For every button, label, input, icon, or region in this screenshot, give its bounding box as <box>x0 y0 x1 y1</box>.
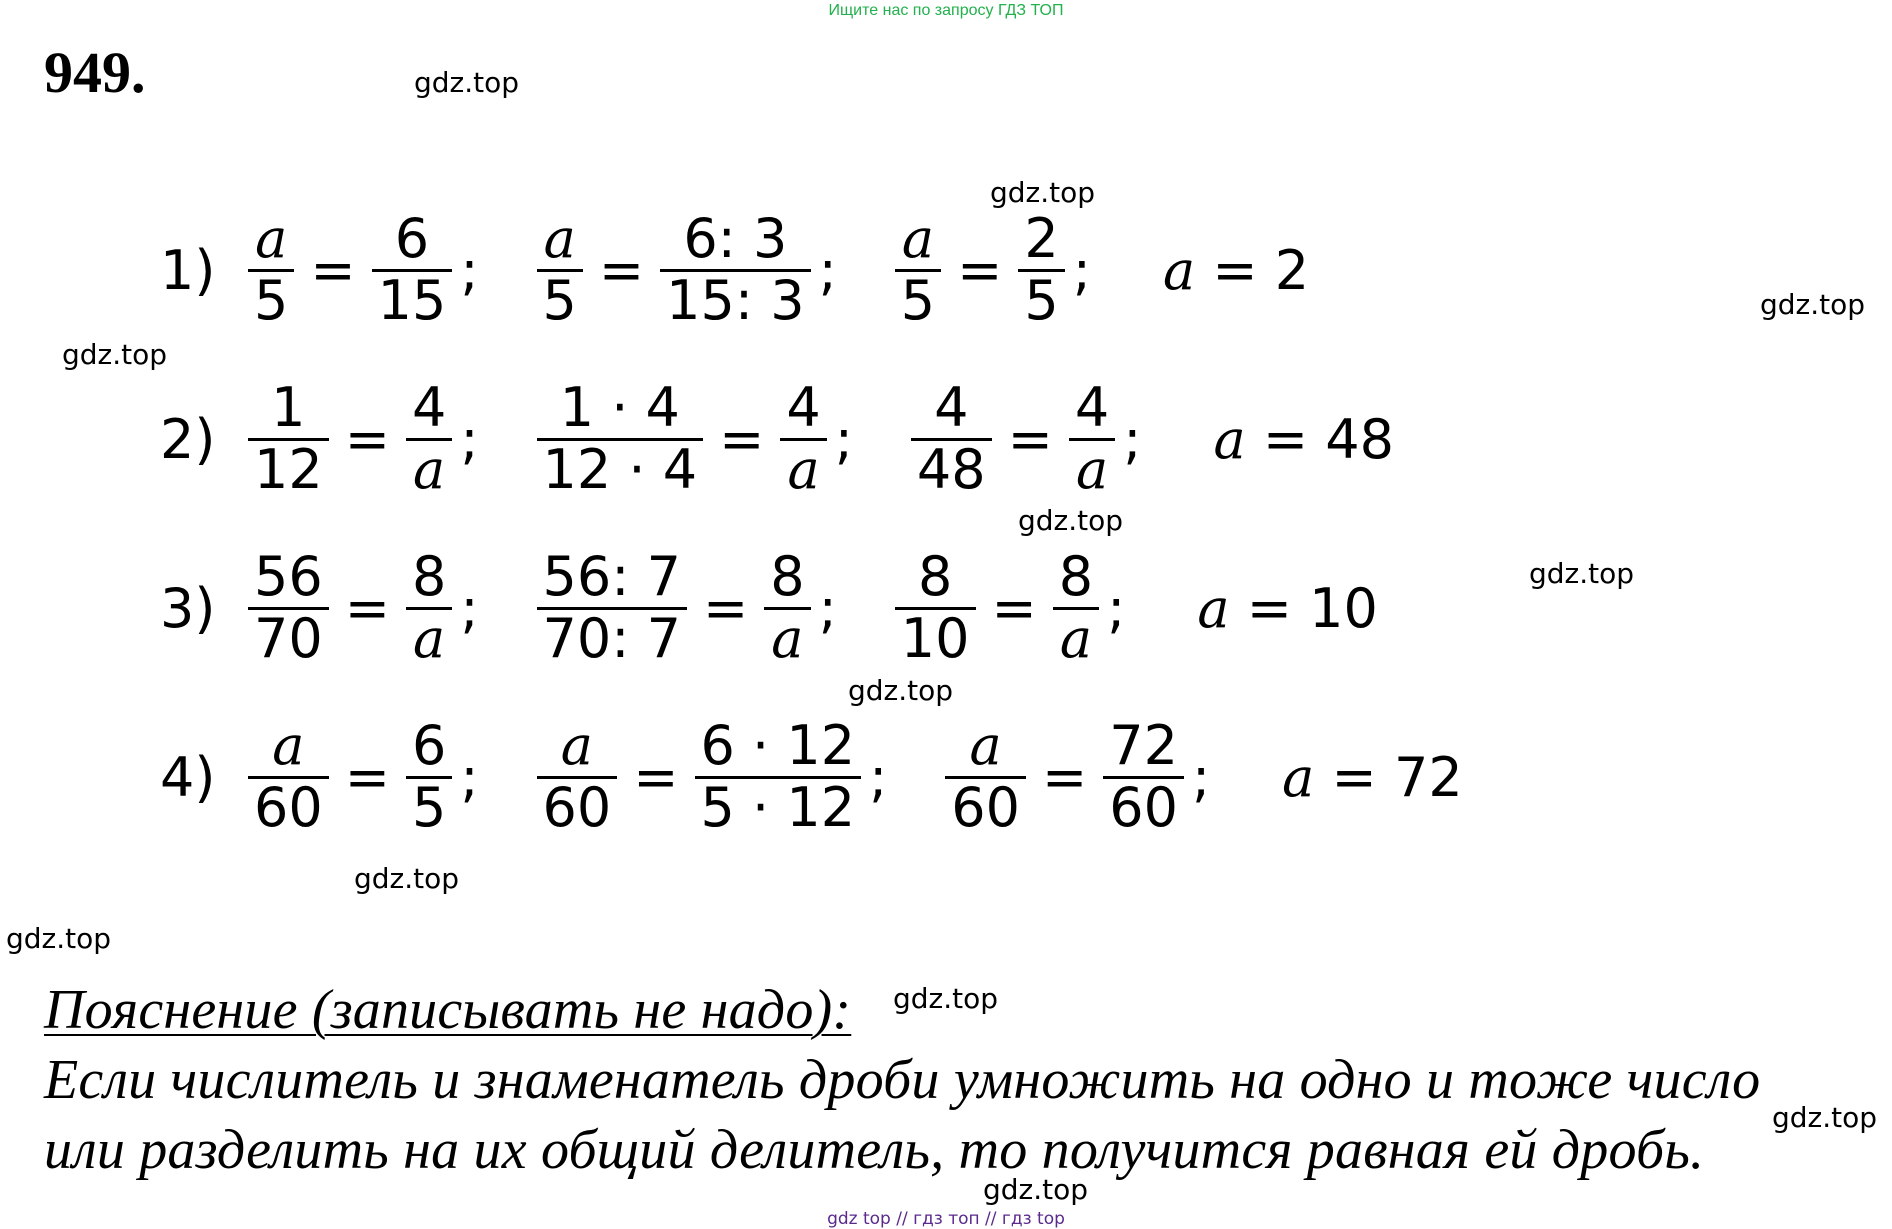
denominator: 5 <box>1024 268 1059 332</box>
problem-number: 949. <box>44 40 146 105</box>
equation-row-3: 3) $\frac{56}{70}$ = $\frac{8}{a}$ ; $\frac{56: 7}{70: 7}$ = $\frac{8}{a}$ ; $\frac{8}{10}$ = $\frac{8}{a}$ ; a = 10 <box>160 545 1378 670</box>
denominator: 5 <box>900 268 936 332</box>
denominator: 5 <box>411 775 447 839</box>
watermark: gdz.top <box>1760 288 1866 321</box>
fraction <box>248 545 329 670</box>
denominator: a <box>1059 606 1093 670</box>
watermark: gdz.top <box>414 66 520 99</box>
numerator: a <box>255 207 288 271</box>
denominator: a <box>413 606 446 670</box>
denominator: 5 <box>254 268 289 332</box>
denominator: a <box>1075 437 1109 501</box>
fraction <box>945 714 1026 839</box>
numerator: a <box>969 714 1002 778</box>
denominator: 15 <box>377 268 447 332</box>
fraction <box>1018 207 1064 332</box>
fraction <box>248 207 294 332</box>
watermark: gdz.top <box>62 338 168 371</box>
explanation-line-2: или разделить на их общий делитель, то получится равная ей дробь. <box>44 1119 1705 1181</box>
numerator: 6 <box>411 714 447 778</box>
fraction <box>537 545 687 670</box>
numerator: 8 <box>411 545 447 609</box>
fraction <box>780 376 826 501</box>
denominator: 48 <box>916 437 986 501</box>
numerator: 6 · 12 <box>700 714 856 778</box>
answer: a = 48 <box>1213 407 1394 471</box>
watermark: gdz.top <box>354 862 460 895</box>
numerator: 56 <box>254 545 323 609</box>
watermark: gdz.top <box>6 922 112 955</box>
denominator: a <box>413 437 446 501</box>
denominator: 60 <box>951 775 1020 839</box>
numerator: 6: 3 <box>683 207 788 271</box>
numerator: 2 <box>1024 207 1059 271</box>
denominator: 15: 3 <box>666 268 805 332</box>
denominator: a <box>787 437 820 501</box>
fraction <box>537 376 704 501</box>
fraction <box>537 714 618 839</box>
fraction <box>406 376 452 501</box>
watermark: gdz.top <box>990 176 1096 209</box>
fraction <box>695 714 862 839</box>
fraction <box>248 376 329 501</box>
answer: a = 10 <box>1197 576 1378 640</box>
denominator: 60 <box>542 775 612 839</box>
numerator: a <box>543 207 576 271</box>
watermark: gdz.top <box>1018 504 1124 537</box>
equation-label: 2) <box>160 407 216 471</box>
watermark: gdz.top <box>1529 557 1635 590</box>
numerator: 8 <box>1058 545 1094 609</box>
answer: a = 72 <box>1282 745 1463 809</box>
equation-label: 4) <box>160 745 216 809</box>
fraction <box>406 545 452 670</box>
numerator: 4 <box>411 376 447 440</box>
numerator: a <box>272 714 305 778</box>
denominator: a <box>771 606 804 670</box>
denominator: 10 <box>900 606 970 670</box>
numerator: 4 <box>934 376 969 440</box>
explanation-title: Пояснение (записывать не надо): <box>44 979 852 1041</box>
fraction <box>1103 714 1184 839</box>
numerator: 8 <box>770 545 805 609</box>
fraction <box>764 545 810 670</box>
numerator: 56: 7 <box>542 545 681 609</box>
numerator: 72 <box>1109 714 1178 778</box>
numerator: a <box>560 714 593 778</box>
watermark: gdz.top <box>1772 1101 1878 1134</box>
denominator: 60 <box>1109 775 1178 839</box>
numerator: 8 <box>917 545 953 609</box>
equation-label: 1) <box>160 238 216 302</box>
equation-row-4: 4) $\frac{a}{60}$ = $\frac{6}{5}$ ; $\frac{a}{60}$ = $\frac{6 \cdot 12}{5 \cdot 12}$ ; $\frac{a}{60}$ = $\frac{72}{60}$ ; a = 72 <box>160 714 1463 839</box>
fraction <box>895 207 941 332</box>
denominator: 12 <box>254 437 323 501</box>
explanation-line-1: Если числитель и знаменатель дроби умножить на одно и тоже число <box>44 1049 1761 1111</box>
fraction <box>406 714 452 839</box>
fraction <box>895 545 976 670</box>
top-banner: Ищите нас по запросу ГДЗ ТОП <box>828 2 1064 19</box>
fraction <box>911 376 992 501</box>
watermark: gdz.top <box>848 674 954 707</box>
footer-links: gdz top // гдз топ // гдз top <box>827 1209 1065 1229</box>
equation-label: 3) <box>160 576 216 640</box>
watermark: gdz.top <box>983 1173 1089 1206</box>
fraction <box>248 714 329 839</box>
equation-row-1: 1) $\frac{a}{5}$ = $\frac{6}{15}$ ; $\frac{a}{5}$ = $\frac{6: 3}{15: 3}$ ; $\frac{a}{5}$ = $\frac{2}{5}$ ; a = 2 <box>160 207 1310 332</box>
denominator: 70: 7 <box>542 606 681 670</box>
numerator: 4 <box>1074 376 1110 440</box>
fraction <box>372 207 453 332</box>
fraction <box>1069 376 1115 501</box>
numerator: 4 <box>786 376 821 440</box>
equation-row-2: 2) $\frac{1}{12}$ = $\frac{4}{a}$ ; $\frac{1 \cdot 4}{12 \cdot 4}$ = $\frac{4}{a}$ ; $\frac{4}{48}$ = $\frac{4}{a}$ ; a = 48 <box>160 376 1394 501</box>
numerator: 1 · 4 <box>559 376 680 440</box>
numerator: 6 <box>394 207 430 271</box>
fraction <box>660 207 810 332</box>
denominator: 70 <box>254 606 323 670</box>
denominator: 60 <box>254 775 323 839</box>
denominator: 12 · 4 <box>542 437 698 501</box>
numerator: 1 <box>271 376 306 440</box>
fraction <box>537 207 583 332</box>
watermark: gdz.top <box>893 982 999 1015</box>
denominator: 5 · 12 <box>700 775 856 839</box>
answer: a = 2 <box>1162 238 1310 302</box>
denominator: 5 <box>542 268 577 332</box>
fraction <box>1053 545 1099 670</box>
numerator: a <box>901 207 935 271</box>
